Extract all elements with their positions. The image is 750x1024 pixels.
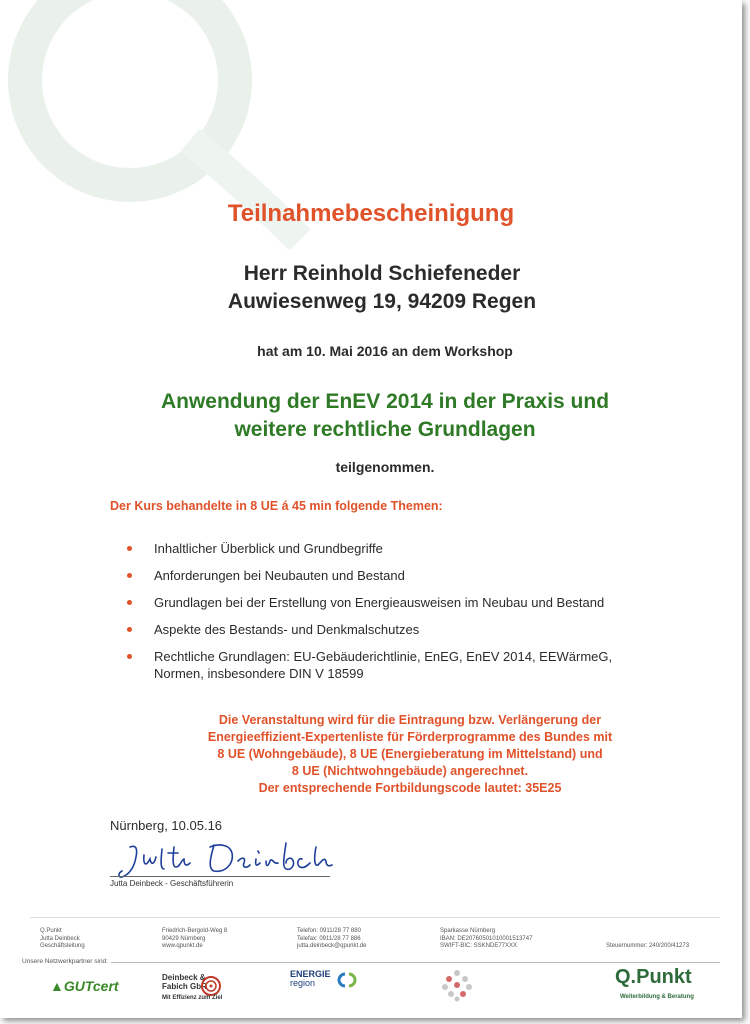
energieregion-logo: [290, 970, 331, 988]
signature-line: [110, 876, 330, 877]
intro-text: hat am 10. Mai 2016 an dem Workshop: [257, 343, 513, 359]
notice-line: Der entsprechende Fortbildungscode lautet: 35E25: [258, 781, 562, 795]
footer-text: IBAN: DE20760501010001513747: [440, 935, 533, 942]
bullet-icon: [127, 573, 132, 578]
notice-line: 8 UE (Wohngebäude), 8 UE (Energieberatung im Mittelstand) und: [217, 747, 603, 761]
footer-tax-number: Steuernummer: 240/200/41273: [606, 943, 690, 949]
energie-logo-line2: region: [290, 978, 316, 988]
recipient-name: Herr Reinhold Schiefeneder: [243, 262, 521, 285]
recipient-address: Auwiesenweg 19, 94209 Regen: [227, 290, 537, 313]
footer-text: Telefax: 0911/28 77 886: [297, 935, 361, 942]
notice-line: Energieeffizient-Expertenliste für Förderprogramme des Bundes mit: [207, 730, 613, 744]
certificate-title: Teilnahmebescheinigung: [227, 200, 515, 227]
footer-text: Geschäftsleitung: [40, 943, 85, 949]
notice-block: [40, 712, 742, 797]
bullet-icon: [127, 627, 132, 632]
network-dots-icon: [440, 968, 474, 1002]
topic-item: [120, 621, 700, 638]
footer-text: Jutta Deinbeck: [40, 935, 80, 942]
course-title-line2: weitere rechtliche Grundlagen: [234, 418, 536, 441]
topic-item: [120, 540, 700, 557]
partners-label: Unsere Netzwerkpartner sind:: [22, 958, 111, 965]
footer-bank: [440, 928, 532, 951]
topic-item: [120, 567, 700, 584]
topic-text-continued: Normen, insbesondere DIN V 18599: [154, 666, 364, 681]
notice-line: Die Veranstaltung wird für die Eintragung bzw. Verlängerung der: [218, 713, 602, 727]
qpunkt-tagline: Weiterbildung & Beratung: [620, 994, 694, 1000]
signer-name: Jutta Deinbeck - Geschäftsführerin: [110, 879, 234, 888]
footer-text: www.qpunkt.de: [162, 943, 203, 949]
topics-heading: Der Kurs behandelte in 8 UE á 45 min folgende Themen:: [110, 499, 443, 513]
place-date: Nürnberg, 10.05.16: [110, 818, 223, 833]
footer-divider: [30, 917, 720, 918]
footer-text: Sparkasse Nürnberg: [440, 928, 496, 934]
course-title-line1: Anwendung der EnEV 2014 in der Praxis und: [160, 390, 610, 413]
footer-text: SWIFT-BIC: SSKNDE77XXX: [440, 943, 518, 949]
footer-address: [162, 928, 227, 951]
topic-text: Rechtliche Grundlagen: EU-Gebäuderichtlinie, EnEG, EnEV 2014, EEWärmeG,: [154, 649, 613, 664]
deinbeck-logo-line2: Fabich GbR: [162, 982, 207, 991]
bullet-icon: [127, 546, 132, 551]
bullet-icon: [127, 654, 132, 659]
gutcert-logo: [50, 978, 119, 994]
energie-arrows-icon: [337, 972, 357, 988]
topic-item: [120, 648, 700, 682]
gutcert-logo-text: GUTcert: [63, 978, 119, 994]
footer-text: Telefon: 0911/28 77 880: [297, 928, 361, 934]
bullet-icon: [127, 600, 132, 605]
footer-text: Q.Punkt: [40, 928, 62, 934]
energie-logo-line1: ENERGIE: [290, 969, 331, 979]
topics-list: [120, 540, 700, 692]
qpunkt-logo: Q.Punkt: [615, 966, 692, 988]
topic-text: Inhaltlicher Überblick und Grundbegriffe: [154, 541, 383, 556]
footer-contact-name: [40, 928, 85, 951]
gutcert-mark-icon: ▲: [50, 978, 64, 994]
footer-phone: [297, 928, 366, 951]
topic-text: Grundlagen bei der Erstellung von Energieausweisen im Neubau und Bestand: [154, 595, 605, 610]
partners-divider: [30, 962, 720, 963]
notice-line: 8 UE (Nichtwohngebäude) angerechnet.: [291, 764, 529, 778]
footer-text: 90429 Nürnberg: [162, 935, 206, 942]
deinbeck-tagline: Mit Effizienz zum Ziel: [162, 995, 223, 1001]
deinbeck-logo-line1: Deinbeck &: [162, 973, 206, 982]
participation-text: teilgenommen.: [335, 459, 435, 475]
target-icon: [200, 975, 222, 997]
topic-text: Aspekte des Bestands- und Denkmalschutzes: [154, 622, 420, 637]
signature-image: [110, 835, 340, 885]
topic-text: Anforderungen bei Neubauten und Bestand: [154, 568, 405, 583]
footer-text: Friedrich-Bergold-Weg 8: [162, 928, 228, 934]
topic-item: [120, 594, 700, 611]
footer-text: jutta.deinbeck@qpunkt.de: [297, 943, 367, 949]
